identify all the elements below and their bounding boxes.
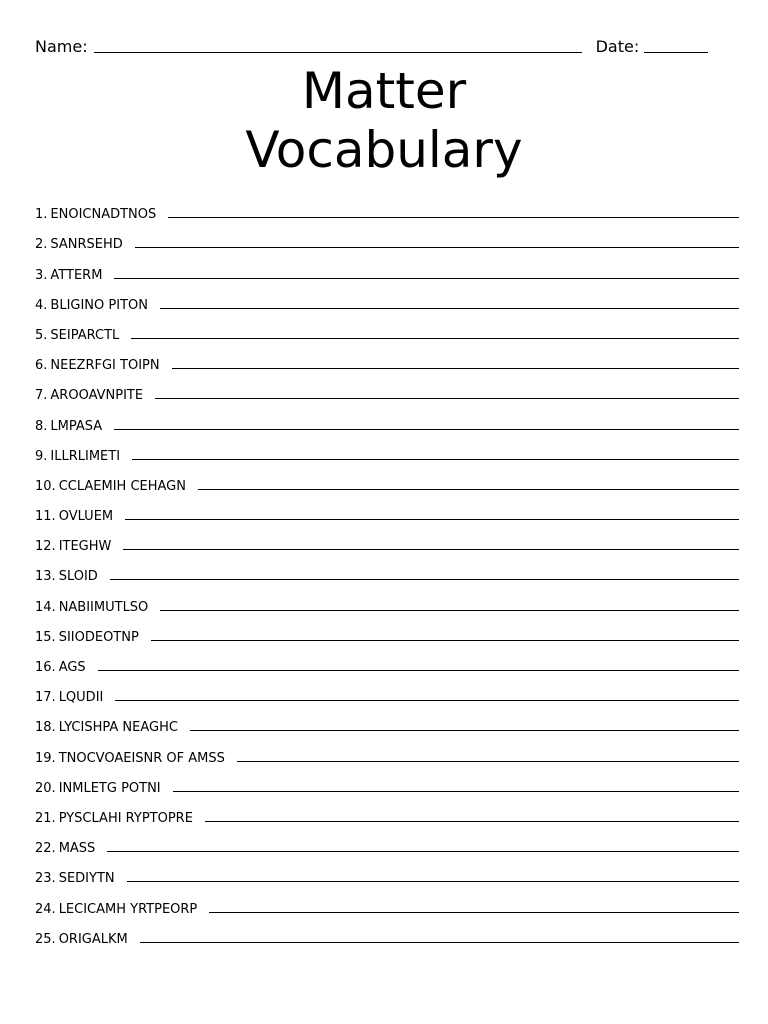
word-row xyxy=(35,343,739,373)
scrambled-word: SEIPARCTL xyxy=(50,327,120,343)
word-row xyxy=(35,494,739,524)
word-number: 10. xyxy=(35,478,56,494)
scrambled-word: NEEZRFGI TOIPN xyxy=(50,358,160,374)
word-number: 6. xyxy=(35,358,48,374)
word-number: 18. xyxy=(35,720,56,736)
answer-line[interactable] xyxy=(209,912,739,913)
word-number: 21. xyxy=(35,810,56,826)
word-row xyxy=(35,464,739,494)
answer-line[interactable] xyxy=(168,217,739,218)
scrambled-word-list xyxy=(35,192,739,947)
answer-line[interactable] xyxy=(132,459,739,460)
word-row xyxy=(35,615,739,645)
scrambled-word: BLIGINO PITON xyxy=(50,297,148,313)
word-row xyxy=(35,283,739,313)
word-row xyxy=(35,705,739,735)
word-number: 14. xyxy=(35,599,56,615)
scrambled-word: LECICAMH YRTPEORP xyxy=(58,901,198,917)
date-answer-line[interactable] xyxy=(644,52,708,53)
word-number: 15. xyxy=(35,629,56,645)
answer-line[interactable] xyxy=(107,851,739,852)
scrambled-word: ILLRLIMETI xyxy=(50,448,121,464)
word-row xyxy=(35,796,739,826)
worksheet-title xyxy=(0,62,768,180)
word-row xyxy=(35,675,739,705)
answer-line[interactable] xyxy=(98,670,739,671)
word-number: 13. xyxy=(35,569,56,585)
answer-line[interactable] xyxy=(173,791,739,792)
scrambled-word: ITEGHW xyxy=(58,539,112,555)
name-label: Name: xyxy=(35,37,88,56)
word-row xyxy=(35,886,739,916)
word-number: 7. xyxy=(35,388,48,404)
scrambled-word: INMLETG POTNI xyxy=(58,780,161,796)
answer-line[interactable] xyxy=(155,398,739,399)
word-row xyxy=(35,252,739,282)
date-label: Date: xyxy=(595,37,640,56)
word-number: 22. xyxy=(35,841,56,857)
title-line-2: Vocabulary xyxy=(245,121,523,179)
scrambled-word: CCLAEMIH CEHAGN xyxy=(58,478,186,494)
word-number: 8. xyxy=(35,418,48,434)
scrambled-word: SIIODEOTNP xyxy=(58,629,139,645)
word-number: 19. xyxy=(35,750,56,766)
word-number: 2. xyxy=(35,237,48,253)
word-row xyxy=(35,434,739,464)
word-number: 20. xyxy=(35,780,56,796)
word-row xyxy=(35,856,739,886)
word-row xyxy=(35,403,739,433)
answer-line[interactable] xyxy=(140,942,739,943)
scrambled-word: ENOICNADTNOS xyxy=(50,207,157,223)
word-row xyxy=(35,524,739,554)
answer-line[interactable] xyxy=(160,308,739,309)
scrambled-word: LQUDII xyxy=(58,690,104,706)
word-number: 16. xyxy=(35,660,56,675)
word-number: 24. xyxy=(35,901,56,917)
scrambled-word: SEDIYTN xyxy=(58,871,115,887)
word-row xyxy=(35,917,739,947)
answer-line[interactable] xyxy=(151,640,739,641)
answer-line[interactable] xyxy=(114,278,739,279)
word-row xyxy=(35,313,739,343)
answer-line[interactable] xyxy=(110,579,739,580)
word-number: 11. xyxy=(35,509,56,525)
word-row xyxy=(35,192,739,222)
word-number: 17. xyxy=(35,690,56,706)
answer-line[interactable] xyxy=(190,730,739,731)
answer-line[interactable] xyxy=(131,338,739,339)
scrambled-word: OVLUEM xyxy=(58,509,114,525)
answer-line[interactable] xyxy=(123,549,739,550)
header-row xyxy=(35,32,735,56)
scrambled-word: LYCISHPA NEAGHC xyxy=(58,720,178,736)
word-number: 12. xyxy=(35,539,56,555)
word-row xyxy=(35,826,739,856)
answer-line[interactable] xyxy=(127,881,739,882)
answer-line[interactable] xyxy=(205,821,739,822)
word-row xyxy=(35,645,739,675)
word-row xyxy=(35,222,739,252)
answer-line[interactable] xyxy=(114,429,739,430)
word-row xyxy=(35,373,739,403)
scrambled-word: MASS xyxy=(58,841,96,857)
scrambled-word: AROOAVNPITE xyxy=(50,388,144,404)
word-row xyxy=(35,766,739,796)
word-number: 1. xyxy=(35,207,48,223)
title-line-1: Matter xyxy=(301,62,467,120)
word-number: 5. xyxy=(35,327,48,343)
name-answer-line[interactable] xyxy=(94,52,582,53)
word-number: 23. xyxy=(35,871,56,887)
answer-line[interactable] xyxy=(172,368,739,369)
answer-line[interactable] xyxy=(115,700,739,701)
scrambled-word: SANRSEHD xyxy=(50,237,123,253)
word-row xyxy=(35,584,739,614)
scrambled-word: TNOCVOAEISNR OF AMSS xyxy=(58,750,225,766)
scrambled-word: NABIIMUTLSO xyxy=(58,599,149,615)
scrambled-word: AGS xyxy=(58,660,86,675)
answer-line[interactable] xyxy=(198,489,739,490)
word-number: 4. xyxy=(35,297,48,313)
word-number: 25. xyxy=(35,931,56,947)
scrambled-word: PYSCLAHI RYPTOPRE xyxy=(58,810,193,826)
word-number: 3. xyxy=(35,267,48,283)
scrambled-word: ORIGALKM xyxy=(58,931,128,947)
answer-line[interactable] xyxy=(125,519,739,520)
answer-line[interactable] xyxy=(135,247,739,248)
scrambled-word: LMPASA xyxy=(50,418,103,434)
scrambled-word: SLOID xyxy=(58,569,98,585)
answer-line[interactable] xyxy=(160,610,739,611)
word-row xyxy=(35,554,739,584)
word-number: 9. xyxy=(35,448,48,464)
word-row xyxy=(35,735,739,765)
answer-line[interactable] xyxy=(237,761,739,762)
scrambled-word: ATTERM xyxy=(50,267,103,283)
